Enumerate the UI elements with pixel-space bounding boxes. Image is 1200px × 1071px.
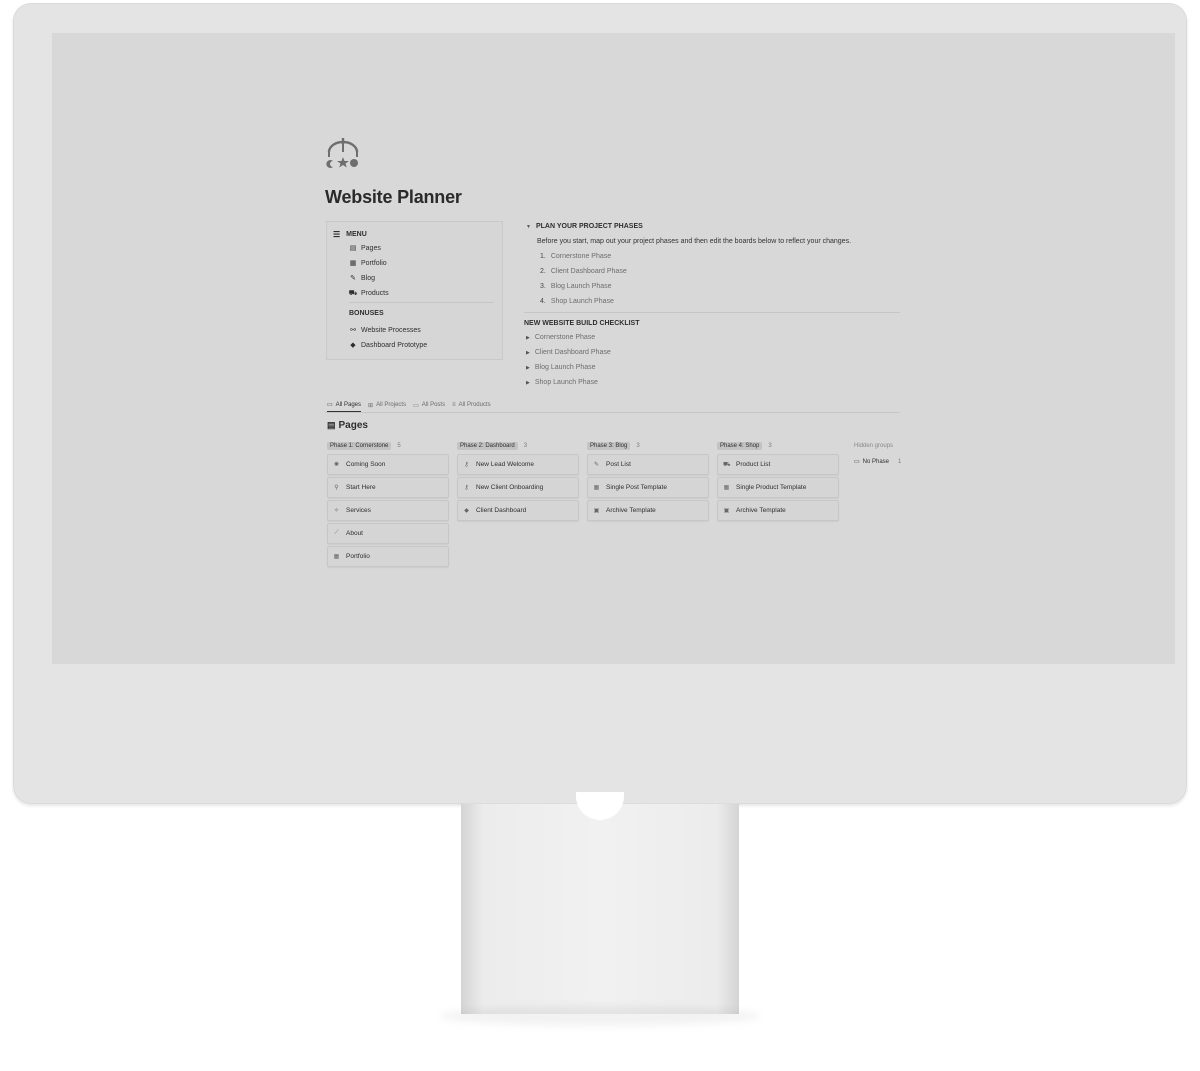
tabs-divider <box>325 412 900 413</box>
checklist-toggle[interactable] <box>526 334 595 341</box>
card-label: Start Here <box>346 484 376 491</box>
board-card[interactable] <box>717 477 839 498</box>
tab-all-posts[interactable] <box>413 401 445 412</box>
view-tabs <box>327 401 491 412</box>
menu-heading <box>333 230 367 239</box>
tab-all-projects[interactable] <box>368 401 406 412</box>
phase-list-item <box>540 253 611 260</box>
card-label: Single Product Template <box>736 484 807 491</box>
menu-divider <box>349 302 494 303</box>
menu-item-pages[interactable] <box>349 244 381 252</box>
pin-icon: ⚲ <box>334 485 339 491</box>
column-count: 3 <box>523 443 528 449</box>
phase-list-item <box>540 283 612 290</box>
menu-item-label: Pages <box>361 244 381 252</box>
gallery-icon: ⊞ <box>368 402 374 409</box>
hamburger-icon: ☰ <box>333 230 341 239</box>
checklist-toggle[interactable] <box>526 379 598 386</box>
board-card[interactable] <box>717 500 839 521</box>
plan-heading: PLAN YOUR PROJECT PHASES <box>535 223 643 230</box>
archive-icon: ▣ <box>723 508 730 514</box>
column-tag: Phase 4: Shop <box>717 442 762 450</box>
pages-icon: ▤ <box>327 420 336 430</box>
inbox-icon: ▭ <box>854 459 860 465</box>
phase-label: Shop Launch Phase <box>550 298 614 305</box>
wand-icon: ⟋ <box>334 530 339 536</box>
phase-label: Blog Launch Phase <box>550 283 612 290</box>
section-divider <box>524 312 900 313</box>
column-header[interactable] <box>717 439 839 453</box>
card-label: Single Post Template <box>606 484 667 491</box>
board-column-phase-4 <box>717 439 839 523</box>
card-label: New Lead Welcome <box>476 461 535 468</box>
tab-label: All Projects <box>376 402 407 408</box>
menu-item-blog[interactable] <box>349 274 375 282</box>
pages-icon: ▤ <box>349 245 357 252</box>
card-label: Archive Template <box>736 507 786 514</box>
board-card[interactable] <box>457 454 579 475</box>
screen <box>52 33 1175 664</box>
column-tag: Phase 3: Blog <box>587 442 630 450</box>
hidden-groups-label: Hidden groups <box>854 443 894 449</box>
edit-icon: ✎ <box>593 462 600 468</box>
menu-callout <box>326 221 503 360</box>
no-phase-label: No Phase <box>862 458 890 465</box>
archive-icon: ▣ <box>593 508 600 514</box>
checklist-toggle[interactable] <box>526 349 611 356</box>
column-header[interactable] <box>327 439 449 453</box>
column-header[interactable] <box>587 439 709 453</box>
plan-description: Before you start, map out your project phases and then edit the boards below to reflect your changes. <box>537 238 852 245</box>
board-column-phase-2 <box>457 439 579 523</box>
board-card[interactable] <box>587 477 709 498</box>
card-label: Archive Template <box>606 507 656 514</box>
column-count: 3 <box>768 443 772 449</box>
card-label: Product List <box>736 461 771 468</box>
edit-icon: ✎ <box>350 275 356 282</box>
menu-item-website-processes[interactable] <box>349 326 421 334</box>
board-card[interactable] <box>327 500 449 521</box>
menu-item-label: Website Processes <box>361 326 421 334</box>
list-icon: ≡ <box>452 402 456 408</box>
board-card[interactable] <box>327 477 449 498</box>
menu-item-products[interactable] <box>349 289 389 297</box>
board-column-phase-1 <box>327 439 449 569</box>
phase-label: Client Dashboard Phase <box>550 268 627 275</box>
checklist-heading: NEW WEBSITE BUILD CHECKLIST <box>524 320 640 327</box>
tab-all-products[interactable] <box>452 401 491 412</box>
menu-item-label: Products <box>361 289 389 297</box>
no-phase-group[interactable] <box>854 458 901 465</box>
database-title[interactable] <box>327 420 368 431</box>
tab-label: All Products <box>458 402 491 408</box>
page-title: Website Planner <box>325 187 462 207</box>
board-card[interactable] <box>587 454 709 475</box>
key-icon: ⚷ <box>464 462 469 468</box>
stand-shadow <box>440 1006 760 1026</box>
column-count: 5 <box>397 443 401 449</box>
gear-icon: ✺ <box>333 462 340 468</box>
board-icon: ▭ <box>413 402 419 409</box>
menu-item-label: Dashboard Prototype <box>361 341 428 349</box>
bonuses-heading: BONUSES <box>349 310 384 317</box>
column-header[interactable] <box>457 439 579 453</box>
phase-number: 4. <box>540 298 546 305</box>
cart-icon: ⛟ <box>348 289 358 297</box>
board-card[interactable] <box>327 546 449 567</box>
caret-right-icon: ▶ <box>526 364 530 371</box>
gem-icon: ◆ <box>464 508 469 514</box>
board-card[interactable] <box>587 500 709 521</box>
card-label: New Client Onboarding <box>476 484 544 491</box>
menu-item-label: Portfolio <box>361 259 387 267</box>
tab-label: All Pages <box>335 401 362 408</box>
no-phase-count: 1 <box>898 458 902 465</box>
monitor-stand <box>461 804 739 1014</box>
cart-icon: ⛟ <box>723 461 731 468</box>
board-column-phase-3 <box>587 439 709 523</box>
board-card[interactable] <box>717 454 839 475</box>
caret-right-icon: ▶ <box>526 379 530 386</box>
briefcase-icon: ▦ <box>333 554 340 560</box>
board-card[interactable] <box>327 523 449 544</box>
plan-phases-toggle[interactable] <box>526 223 643 230</box>
board-card[interactable] <box>457 477 579 498</box>
table-icon: ▭ <box>327 402 333 408</box>
checklist-label: Shop Launch Phase <box>534 379 598 386</box>
menu-item-portfolio[interactable] <box>349 259 387 267</box>
checklist-label: Blog Launch Phase <box>534 364 596 371</box>
grid-icon: ▦ <box>723 485 730 491</box>
tab-label: All Posts <box>421 402 446 408</box>
board-card[interactable] <box>457 500 579 521</box>
card-label: Services <box>346 507 371 514</box>
phase-list-item <box>540 298 614 305</box>
column-tag: Phase 2: Dashboard <box>457 442 518 450</box>
menu-heading-label: MENU <box>346 231 367 238</box>
caret-down-icon: ▼ <box>526 223 531 230</box>
database-title-label: Pages <box>338 420 368 431</box>
caret-right-icon: ▶ <box>526 334 530 341</box>
phase-label: Cornerstone Phase <box>550 253 612 260</box>
caret-right-icon: ▶ <box>526 349 530 356</box>
card-label: Client Dashboard <box>476 507 527 514</box>
phase-number: 2. <box>540 268 546 275</box>
menu-item-label: Blog <box>361 274 376 282</box>
briefcase-icon: ▦ <box>349 260 357 267</box>
grid-icon: ▦ <box>593 485 600 491</box>
monitor-bezel <box>13 3 1187 804</box>
phase-list-item <box>540 268 627 275</box>
phase-number: 3. <box>540 283 546 290</box>
menu-item-dashboard-prototype[interactable] <box>349 341 427 349</box>
card-label: Post List <box>606 461 631 468</box>
gem-icon: ◆ <box>350 342 356 349</box>
card-label: Coming Soon <box>346 461 386 468</box>
board-card[interactable] <box>327 454 449 475</box>
phase-number: 1. <box>540 253 546 260</box>
key-icon: ⚷ <box>464 485 469 491</box>
column-tag: Phase 1: Cornerstone <box>327 442 391 450</box>
column-count: 3 <box>636 443 640 449</box>
checklist-label: Client Dashboard Phase <box>534 349 611 356</box>
card-label: About <box>346 530 363 537</box>
checklist-label: Cornerstone Phase <box>534 334 596 341</box>
checklist-toggle[interactable] <box>526 364 596 371</box>
sun-star-moon-icon <box>325 135 361 169</box>
card-label: Portfolio <box>346 553 370 560</box>
tab-all-pages[interactable] <box>327 401 361 412</box>
flow-icon: ⚯ <box>350 327 356 334</box>
sparkle-icon: ✧ <box>333 508 340 514</box>
